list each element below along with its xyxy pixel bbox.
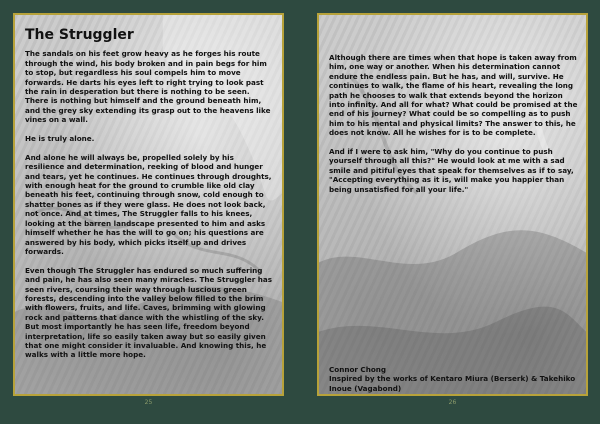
paragraph: He is truly alone. xyxy=(25,134,95,144)
left-page-content xyxy=(25,25,274,369)
paragraph: And if I were to ask him, "Why do you continue to push yourself through all this?" He would look at me with a sad smile and pitiful eyes that speak for themselves as if to say, "Accepting everything as it is, will make you happier than being unsatisfied for all your life." xyxy=(329,147,574,194)
right-page-panel xyxy=(317,13,588,396)
paragraph: Although there are times when that hope is taken away from him, one way or another. When his determination cannot endure the endless pain. But he has, and will, survive. He continues to walk, the flame of his heart, revealing the long path he chooses to walk that extends beyond the horizon into infinity. And all for what? What could be promised at the end of his journey? What could be so compelling as to push him to his mental and physical limits? The answer to this, he does not know. All he wishes for is to be complete. xyxy=(329,53,578,138)
page-number: 25 xyxy=(144,399,153,406)
right-page xyxy=(314,11,591,410)
right-page-content xyxy=(329,53,578,203)
story-title: The Struggler xyxy=(25,27,134,43)
paragraph: And alone he will always be, propelled solely by his resilience and determination, reeking of blood and hunger and tears, yet he continues. He continues through droughts, with enough heat for the ground to crumble like old clay beneath his feet, continuing through snow, cold enough to shatter bones as if they were glass. He does not look back, not once. And at times, The Struggler falls to his knees, looking at the barren landscape presented to him and asks himself whether he has the will to go on; his questions are answered by his body, which picks itself up and drives forwards. xyxy=(25,152,272,256)
left-page-panel xyxy=(13,13,284,396)
author-name: Connor Chong xyxy=(329,365,387,374)
paragraph: The sandals on his feet grow heavy as he forges his route through the wind, his body broken and in pain begs for him to stop, but regardless his soul compels him to move forwards. He darts his eyes left to right trying to look past the rain in desperation but there is nothing to be seen. There is nothing but himself and the ground beneath him, and the grey sky extending its grasp out to the heavens like vines on a wall. xyxy=(25,49,271,125)
left-page xyxy=(10,11,287,410)
author-credit xyxy=(329,365,578,393)
paragraph: Even though The Struggler has endured so much suffering and pain, he has also seen many miracles. The Struggler has seen rivers, coursing their way through luscious green forests, descending into the valley below filled to the brim with flowers, fruits, and life. Caves, brimming with glowing rock and patterns that dance with the whistling of the sky. But most importantly he has seen life, freedom beyond interpretation, life so easily taken away but so easily given that one might consider it invaluable. And knowing this, he walks with a little more hope. xyxy=(25,265,273,360)
inspiration-note: Inspired by the works of Kentaro Miura (Berserk) & Takehiko Inoue (Vagabond) xyxy=(329,374,576,393)
page-number: 26 xyxy=(448,399,457,406)
